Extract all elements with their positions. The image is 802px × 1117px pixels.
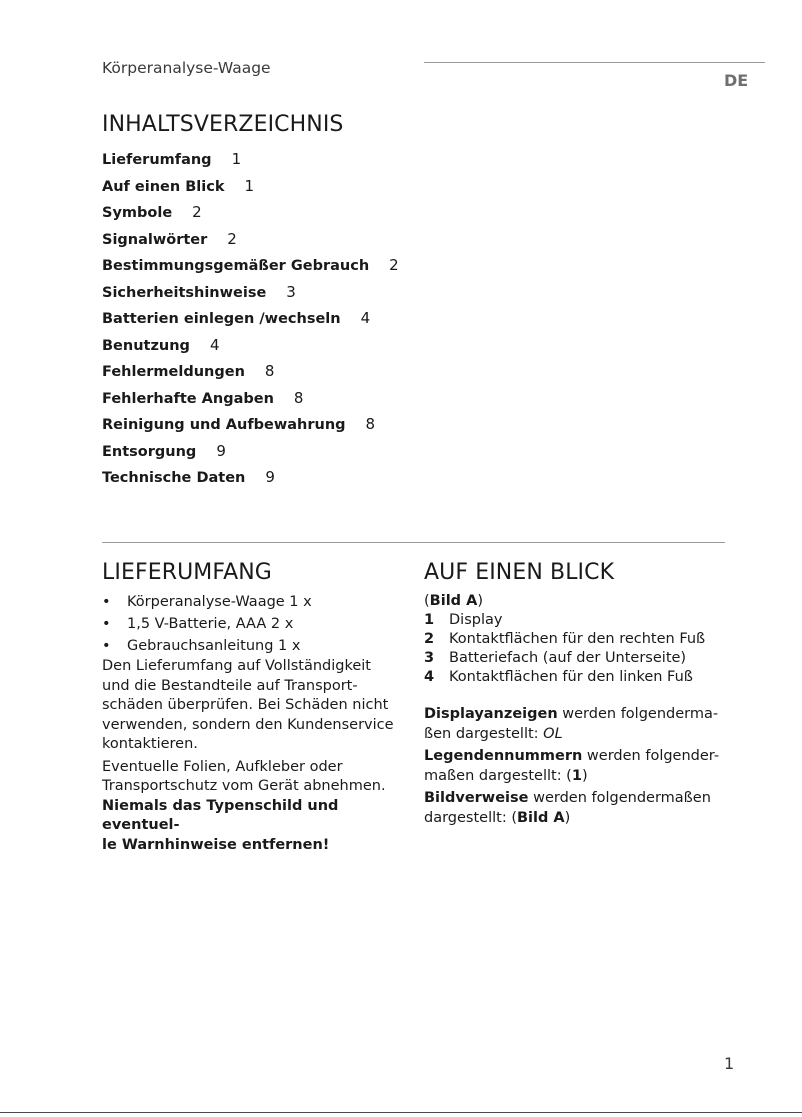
toc-entry[interactable]	[102, 438, 399, 465]
list-item	[424, 668, 754, 687]
example: Bild A	[516, 809, 565, 826]
text: dargestellt: (	[424, 809, 517, 826]
toc-entry-page: 3	[286, 282, 296, 301]
header-title: Körperanalyse-Waage	[102, 59, 271, 77]
toc-entry[interactable]	[102, 358, 399, 385]
check-paragraph	[102, 657, 407, 755]
toc-entry[interactable]	[102, 252, 399, 279]
paren-close: )	[564, 809, 571, 826]
table-of-contents	[102, 146, 399, 491]
toc-entry-label: Sicherheitshinweise	[102, 284, 267, 301]
lieferumfang-list	[102, 591, 407, 657]
toc-entry-page: 2	[227, 229, 237, 248]
text: werden folgendermaßen	[528, 790, 711, 806]
list-item	[424, 611, 754, 630]
paren-open: (	[424, 593, 430, 609]
toc-entry-label: Symbole	[102, 205, 173, 221]
item-number: 4	[424, 669, 435, 685]
list-item-text: Gebrauchsanleitung 1 x	[127, 638, 301, 654]
lieferumfang-section	[102, 560, 407, 855]
item-text: Kontaktflächen für den linken Fuß	[449, 669, 693, 685]
toc-entry-page: 4	[360, 309, 371, 327]
warning-paragraph	[102, 797, 407, 856]
toc-entry-page: 2	[389, 256, 399, 274]
text: werden folgender-	[582, 748, 720, 764]
toc-heading: INHALTSVERZEICHNIS	[102, 112, 344, 137]
item-text: Kontaktflächen für den rechten Fuß	[449, 631, 706, 647]
list-item	[102, 591, 407, 613]
toc-entry-page: 1	[244, 176, 255, 195]
toc-entry-label: Auf einen Blick	[102, 178, 225, 195]
toc-entry-label: Benutzung	[102, 337, 190, 354]
list-item	[102, 635, 407, 657]
paren-close: )	[581, 767, 588, 784]
toc-entry-label: Signalwörter	[102, 231, 208, 248]
toc-entry[interactable]	[102, 226, 399, 253]
toc-entry[interactable]	[102, 279, 399, 306]
toc-entry[interactable]	[102, 199, 399, 226]
page-number: 1	[724, 1054, 735, 1073]
item-number: 1	[424, 612, 435, 628]
toc-entry-label: Bestimmungsgemäßer Gebrauch	[102, 258, 370, 274]
auf-einen-blick-section	[424, 560, 754, 831]
toc-entry-label: Reinigung und Aufbewahrung	[102, 417, 346, 433]
lieferumfang-heading: LIEFERUMFANG	[102, 560, 272, 585]
list-item	[102, 613, 407, 635]
text: werden folgenderma-	[557, 706, 719, 722]
bullet-icon: •	[102, 638, 111, 654]
bullet-icon: •	[102, 594, 111, 610]
example: 1	[571, 767, 582, 784]
list-item	[424, 649, 754, 668]
text-line: Transportschutz vom Gerät abnehmen.	[102, 778, 386, 794]
item-text: Display	[449, 612, 503, 628]
paren-close: )	[477, 593, 483, 609]
term: Displayanzeigen	[424, 706, 558, 722]
language-code: DE	[724, 71, 749, 90]
toc-entry-page: 9	[265, 468, 275, 486]
legend-convention	[424, 747, 754, 786]
term: Legendennummern	[424, 748, 583, 764]
item-number: 3	[424, 650, 435, 666]
text-line: und die Bestandteile auf Transport-	[102, 677, 358, 694]
text-line: Eventuelle Folien, Aufkleber oder	[102, 758, 343, 775]
text-line: Den Lieferumfang auf Vollständigkeit	[102, 658, 371, 674]
section-divider	[102, 542, 725, 543]
parts-list	[424, 611, 754, 687]
toc-entry-page: 8	[293, 388, 304, 407]
toc-entry-label: Fehlerhafte Angaben	[102, 390, 274, 407]
toc-entry-label: Lieferumfang	[102, 152, 212, 168]
text-line: Niemals das Typenschild und eventuel-	[102, 797, 339, 833]
toc-entry[interactable]	[102, 173, 399, 200]
text-line: verwenden, sondern den Kundenservice	[102, 716, 394, 733]
toc-entry[interactable]	[102, 411, 399, 438]
toc-entry-page: 4	[209, 335, 220, 354]
toc-entry[interactable]	[102, 146, 399, 173]
text: maßen dargestellt: (	[424, 767, 572, 784]
remove-packaging-paragraph	[102, 758, 407, 797]
list-item-text: 1,5 V-Batterie, AAA 2 x	[127, 616, 294, 632]
toc-entry-label: Entsorgung	[102, 443, 197, 460]
figure-convention	[424, 789, 754, 828]
text-line: le Warnhinweise entfernen!	[102, 836, 330, 853]
toc-entry[interactable]	[102, 385, 399, 412]
toc-entry-page: 8	[365, 415, 376, 433]
list-item-text: Körperanalyse-Waage 1 x	[127, 594, 312, 610]
toc-entry[interactable]	[102, 332, 399, 359]
toc-entry[interactable]	[102, 464, 399, 491]
toc-entry-page: 1	[231, 150, 242, 168]
text-line: schäden überprüfen. Bei Schäden nicht	[102, 697, 389, 713]
toc-entry-page: 8	[264, 362, 275, 380]
figure-ref-label: Bild A	[429, 593, 478, 609]
list-item	[424, 630, 754, 649]
page-bottom-edge	[0, 1112, 802, 1113]
toc-entry-label: Fehlermeldungen	[102, 364, 245, 380]
term: Bildverweise	[424, 790, 529, 806]
display-convention	[424, 705, 754, 744]
toc-entry-label: Technische Daten	[102, 470, 246, 486]
text-line: kontaktieren.	[102, 736, 198, 752]
item-text: Batteriefach (auf der Unterseite)	[449, 650, 687, 666]
bullet-icon: •	[102, 616, 111, 632]
toc-entry-page: 9	[216, 441, 226, 460]
auf-einen-blick-heading: AUF EINEN BLICK	[424, 560, 615, 585]
figure-reference	[424, 591, 754, 611]
toc-entry[interactable]	[102, 305, 399, 332]
header-divider	[424, 62, 765, 63]
example: OL	[543, 725, 563, 742]
text: ßen dargestellt:	[424, 725, 544, 742]
toc-entry-label: Batterien einlegen /wechseln	[102, 311, 341, 327]
toc-entry-page: 2	[192, 203, 202, 221]
item-number: 2	[424, 631, 435, 647]
